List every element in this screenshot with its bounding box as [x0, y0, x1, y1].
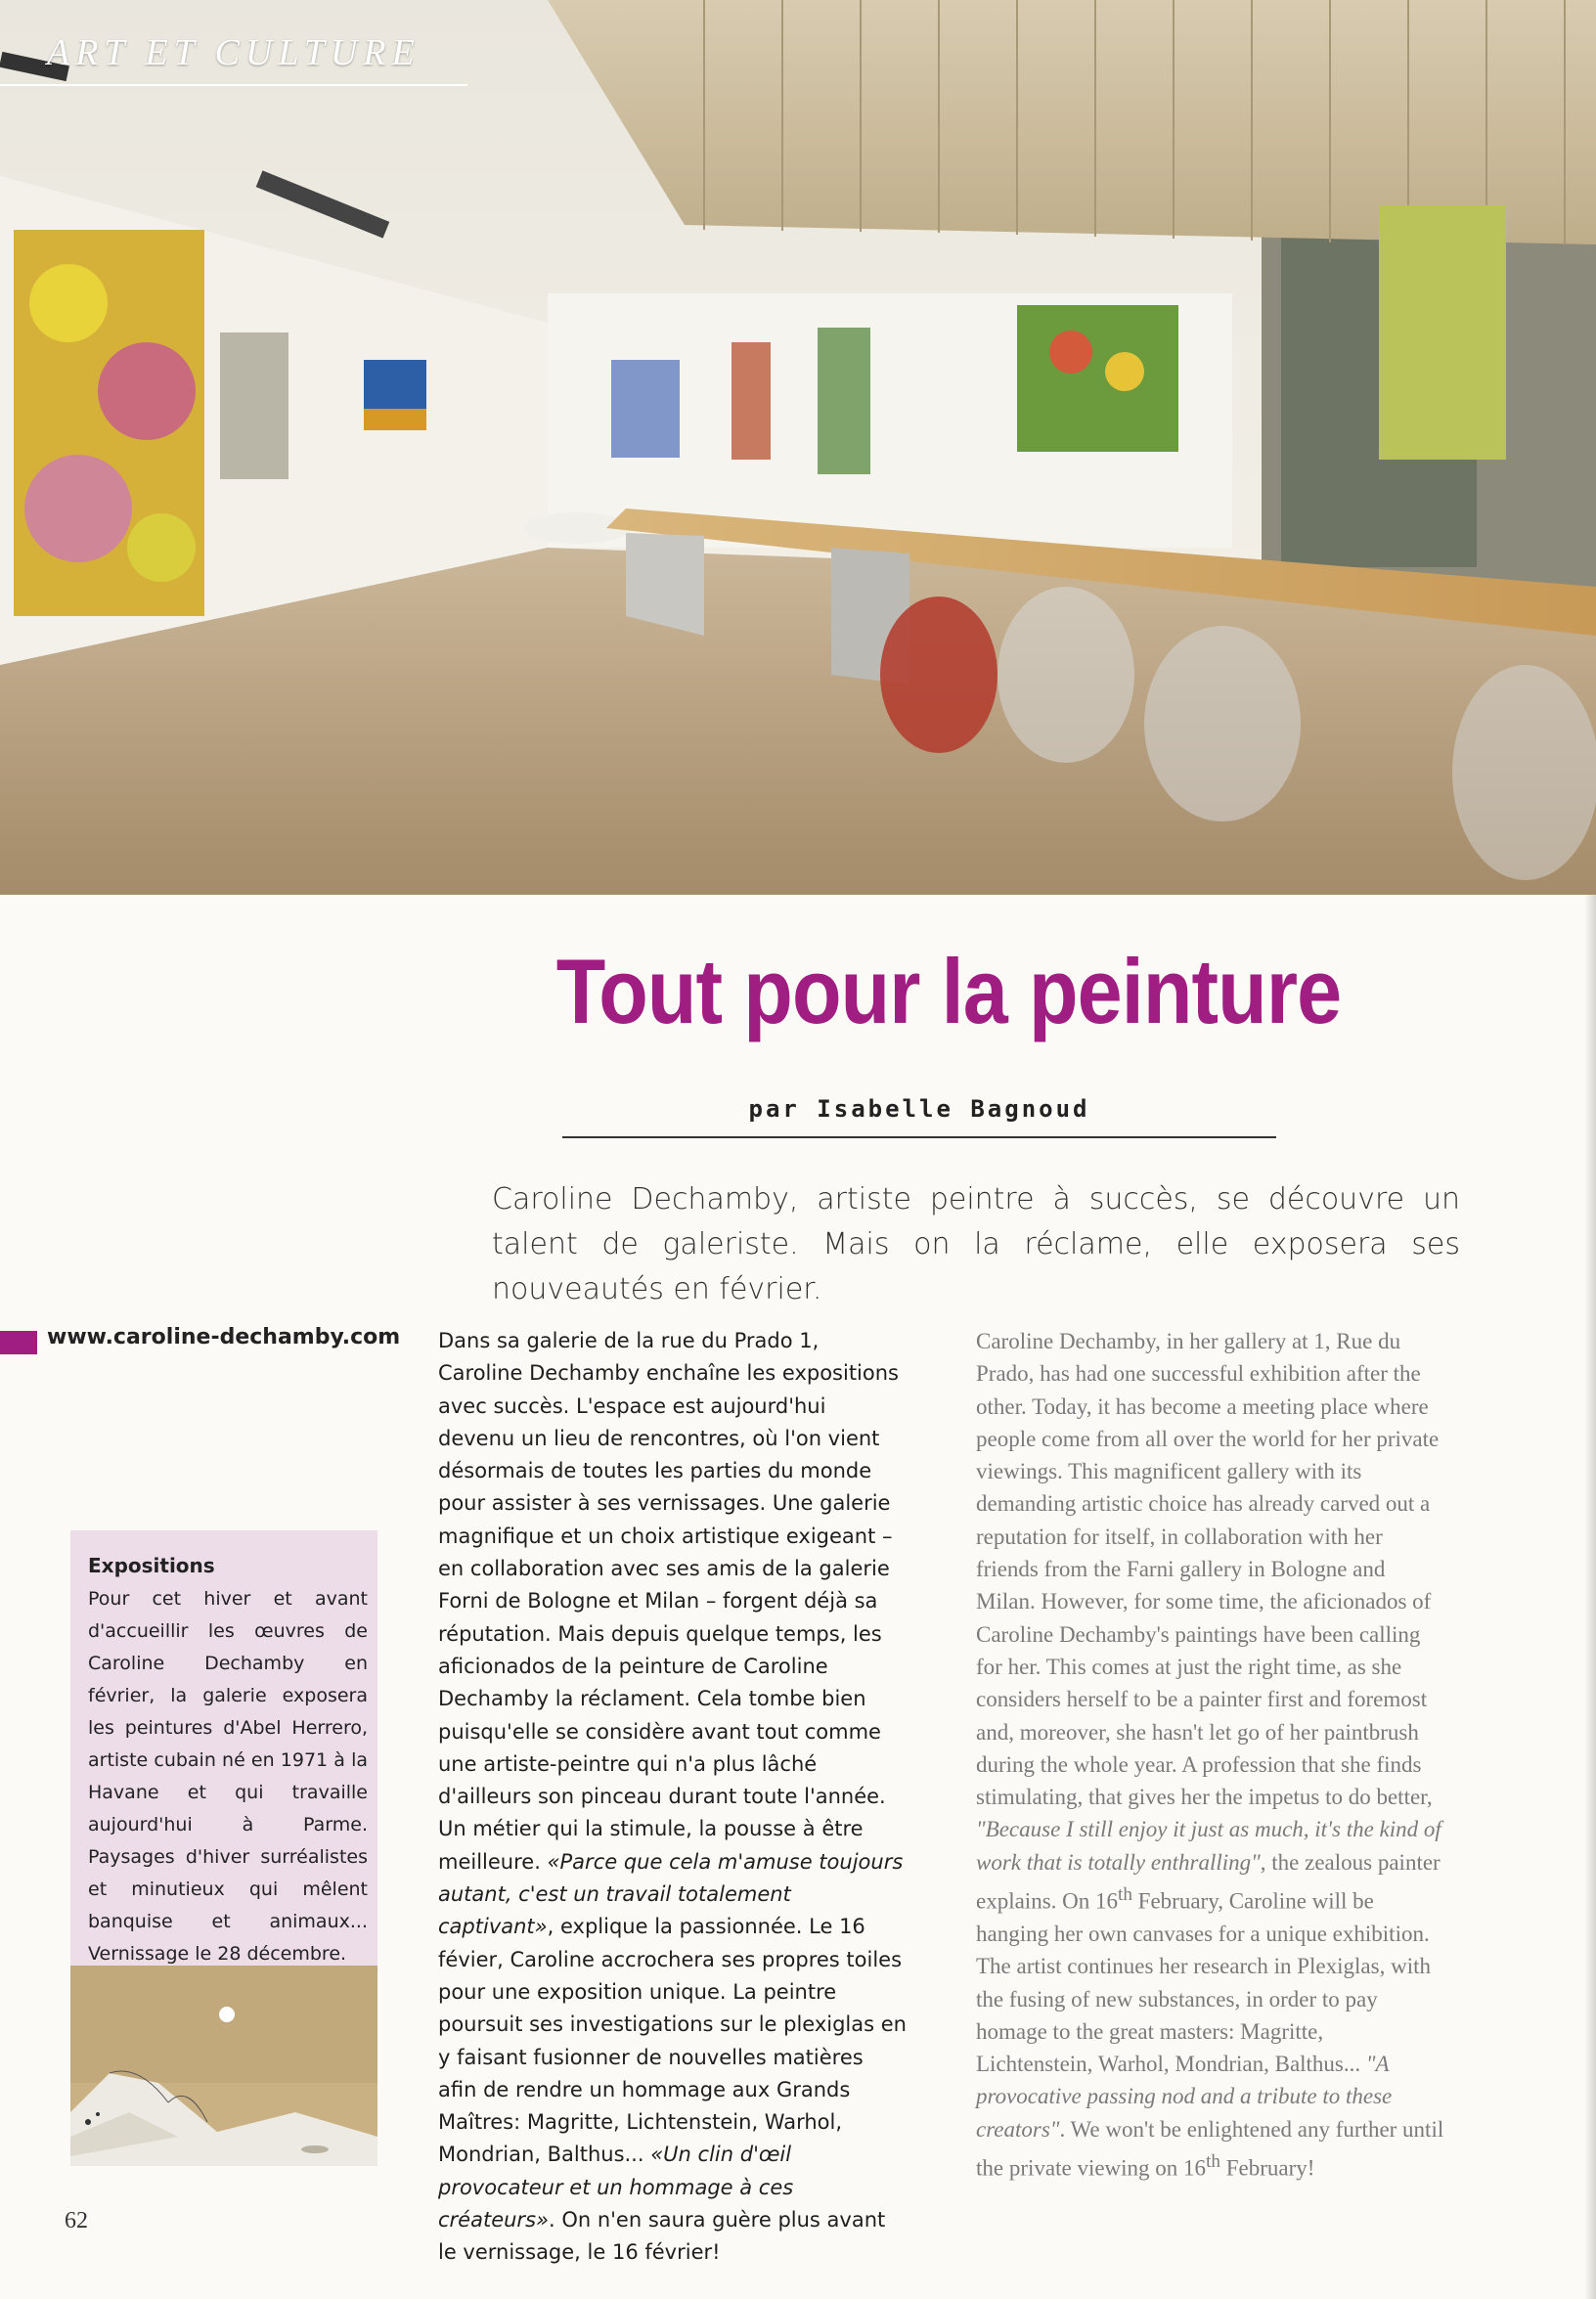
gallery-interior-photo: [0, 0, 1596, 895]
page-number: 62: [65, 2208, 88, 2233]
byline: par Isabelle Bagnoud: [748, 1095, 1090, 1123]
body-en-quote: "A provocative passing nod and a tribute to these creators": [976, 2052, 1393, 2142]
article-body-french: [438, 1325, 908, 2270]
body-fr-quote: «Un clin d'œil provocateur et un hommage à ces créateurs»: [438, 2143, 794, 2233]
body-en-paragraph: , the zealous painter explains. On 16: [976, 1849, 1441, 1914]
ordinal-suffix: th: [1206, 2151, 1220, 2173]
body-en-quote: "Because I still enjoy it just as much, it's the kind of work that is totally enthralling": [976, 1817, 1441, 1875]
article-title: Tout pour la peinture: [555, 940, 1342, 1042]
ordinal-suffix: th: [1118, 1884, 1132, 1906]
expositions-box: [70, 1530, 377, 2166]
section-label: ART ET CULTURE: [47, 32, 421, 73]
winter-landscape-painting: [70, 1966, 377, 2166]
body-fr-quote: «Parce que cela m'amuse toujours autant, c'est un travail totalement captivant»: [438, 1849, 904, 1939]
body-fr-paragraph: , explique la passionnée. Le 16 févier, Caroline accrochera ses propres toiles pour une exposition unique. La peintre poursuit ses investigations sur le plexiglas en y faisant fusionner de nouvelles matières afin de rendre un hommage aux Grands Maîtres: Magritte, Lichtenstein, Warhol, Mondrian, Balthus...: [438, 1915, 907, 2167]
body-en-paragraph: . We won't be enlightened any further until the private viewing on 16: [976, 2116, 1444, 2181]
expositions-text: Pour cet hiver et avant d'accueillir les œuvres de Caroline Dechamby en février, la galerie exposera les peintures d'Abel Herrero, artiste cubain né en 1971 à la Havane et qui travaille aujourd'hui à Parme. Paysages d'hiver surréalistes et minutieux qui mêlent banquise et animaux... Vernissage le 28 décembre.: [88, 1588, 368, 1965]
article-body-english: [976, 1325, 1445, 2185]
page-edge-shadow: [1584, 895, 1596, 2299]
expositions-heading: Expositions: [88, 1554, 215, 1577]
body-en-paragraph: February, Caroline will be hanging her own canvases for a unique exhibition. The artist continues her research in Plexiglas, with the fusing of new substances, in order to pay homage to the great masters: Magritte, Lichtenstein, Warhol, Mondrian, Balthus...: [976, 1888, 1431, 2077]
website-link[interactable]: www.caroline-dechamby.com: [47, 1325, 401, 1349]
byline-rule: [562, 1136, 1276, 1138]
body-fr-paragraph: Dans sa galerie de la rue du Prado 1, Caroline Dechamby enchaîne les expositions avec succès. L'espace est aujourd'hui devenu un lieu de rencontres, où l'on vient désormais de toutes les parties du monde pour assister à ses vernissages. Une galerie magnifique et un choix artistique exigeant – en collaboration avec ses amis de la galerie Forni de Bologne et Milan – forgent déjà sa réputation. Mais depuis quelque temps, les aficionados de la peinture de Caroline Dechamby la réclament. Cela tombe bien puisqu'elle se considère avant tout comme une artiste-peintre qui n'a plus lâché d'ailleurs son pinceau durant toute l'année. Un métier qui la stimule, la pousse à être meilleure.: [438, 1329, 899, 1874]
website-marker: [0, 1331, 37, 1354]
article-lead: Caroline Dechamby, artiste peintre à succès, se découvre un talent de galeriste. Mais on la réclame, elle exposera ses nouveautés en février.: [492, 1182, 1460, 1306]
body-fr-paragraph: . On n'en saura guère plus avant le vernissage, le 16 février!: [438, 2208, 886, 2265]
body-en-paragraph: February!: [1219, 2155, 1315, 2181]
section-rule: [0, 84, 467, 86]
body-en-paragraph: Caroline Dechamby, in her gallery at 1, Rue du Prado, has had one successful exhibition after the other. Today, it has become a meeting place where people come from all over the world for her private viewings. This magnificent gallery with its demanding artistic choice has already carved out a reputation for itself, in collaboration with her friends from the Farni gallery in Bologne and Milan. However, for some time, the aficionados of Caroline Dechamby's paintings have been calling for her. This comes at just the right time, as she considers herself to be a painter first and foremost and, moreover, she hasn't let go of her paintbrush during the whole year. A profession that she finds stimulating, that gives her the impetus to do better,: [976, 1329, 1440, 1810]
